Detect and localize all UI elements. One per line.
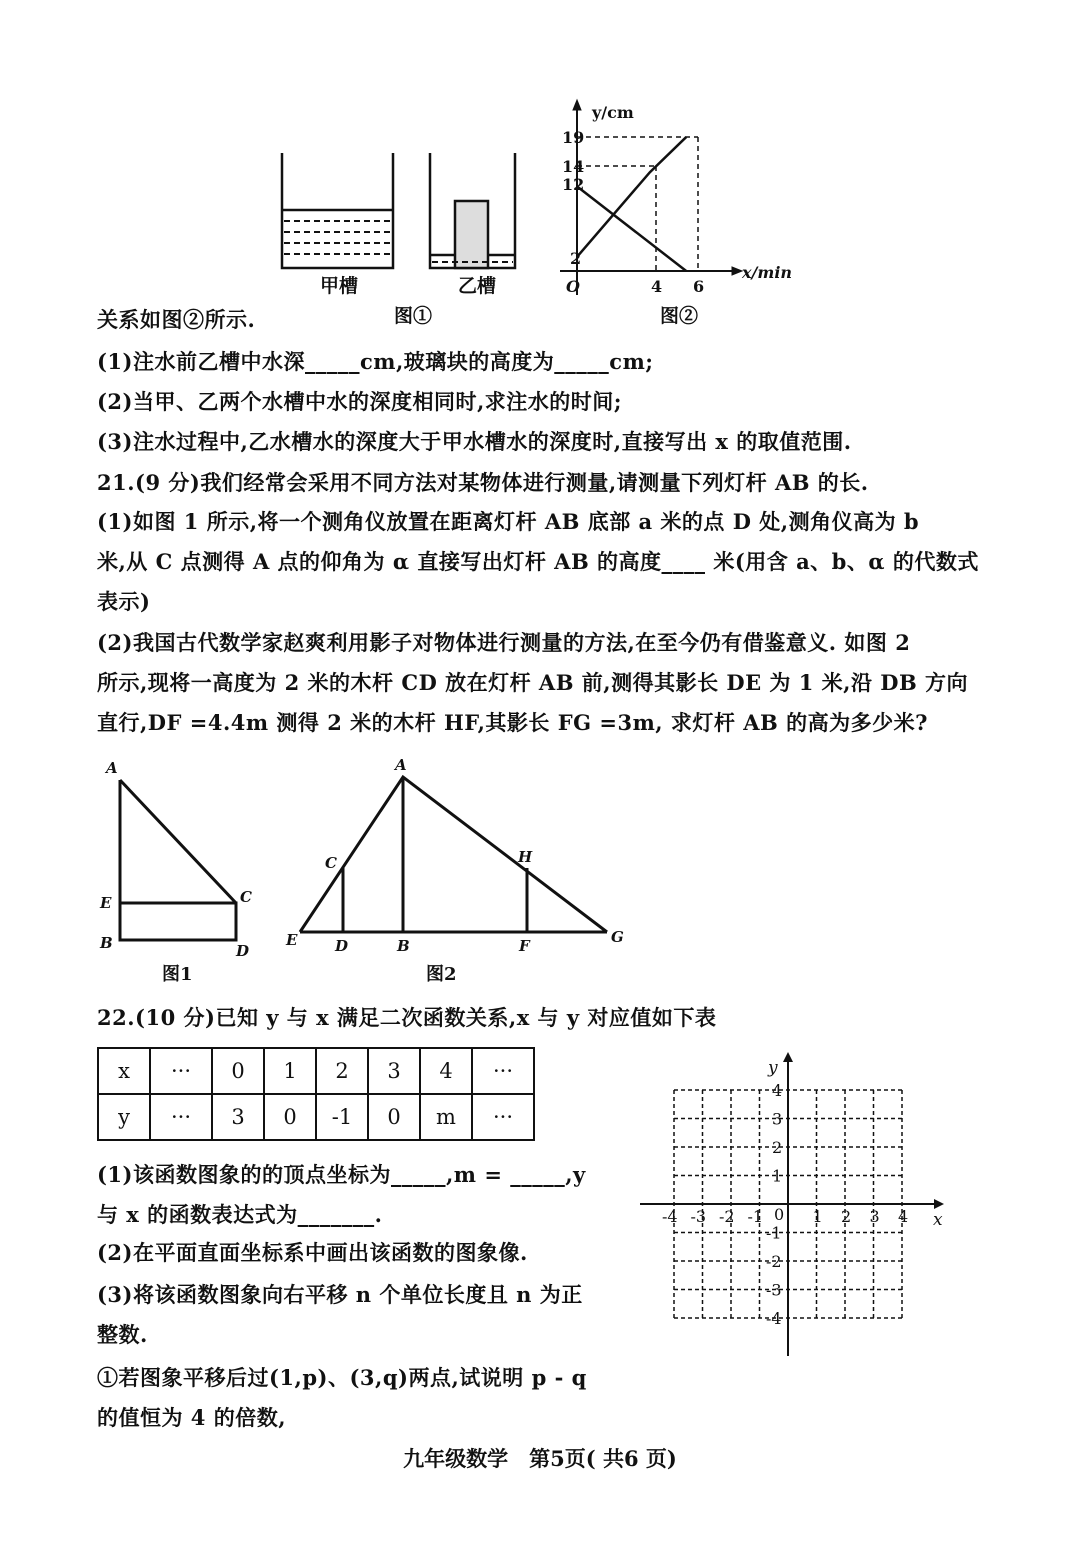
- table-cell: 2: [316, 1048, 368, 1094]
- question-22-line: ①若图象平移后过(1,p)、(3,q)两点,试说明 p - q: [97, 1365, 587, 1390]
- table-cell: 0: [264, 1094, 316, 1140]
- text-line: (2)我国古代数学家赵爽利用影子对物体进行测量的方法,在至今仍有借鉴意义. 如图 2: [97, 630, 911, 655]
- table-cell: 3: [368, 1048, 420, 1094]
- point-label: F: [519, 937, 530, 955]
- ytick-12: 12: [562, 175, 585, 194]
- ytick-2: 2: [570, 249, 582, 268]
- text-line: 所示,现将一高度为 2 米的木杆 CD 放在灯杆 AB 前,测得其影长 DE 为 1 米,沿 DB 方向: [97, 670, 969, 695]
- ytick-14: 14: [562, 157, 585, 176]
- question-22-line: 的值恒为 4 的倍数,: [97, 1405, 287, 1430]
- question-22-line: 整数.: [97, 1322, 148, 1347]
- table-cell: 0: [368, 1094, 420, 1140]
- xtick-4: 4: [651, 277, 663, 296]
- fig2-geo-caption: 图2: [426, 964, 457, 985]
- grid-ytick: -4: [766, 1309, 782, 1328]
- graph-ylabel: y/cm: [592, 103, 634, 122]
- text-line: (3)注水过程中,乙水槽水的深度大于甲水槽水的深度时,直接写出 x 的取值范围.: [97, 429, 852, 454]
- page-footer: 九年级数学 第5页( 共6 页): [403, 1446, 677, 1471]
- table-cell: ···: [472, 1048, 534, 1094]
- fig2-caption: 图②: [660, 305, 699, 327]
- text-line: 21.(9 分)我们经常会采用不同方法对某物体进行测量,请测量下列灯杆 AB 的长.: [97, 470, 869, 495]
- grid-xlabel: x: [933, 1210, 943, 1230]
- fig1-caption: 图①: [394, 305, 433, 327]
- coordinate-axes: [640, 1052, 944, 1356]
- question-22-line: 与 x 的函数表达式为_______.: [97, 1202, 383, 1227]
- table-cell: ···: [150, 1094, 212, 1140]
- grid-xtick: 4: [898, 1207, 909, 1226]
- point-label: D: [236, 942, 250, 960]
- x-axis-arrow-icon: [732, 267, 742, 275]
- tank-b-label: 乙槽: [458, 275, 497, 297]
- text-line: 米,从 C 点测得 A 点的仰角为 α 直接写出灯杆 AB 的高度____ 米(用含 a、b、α 的代数式: [97, 549, 979, 574]
- table-cell: m: [420, 1094, 472, 1140]
- value-table: [97, 1047, 535, 1141]
- point-label: H: [518, 848, 533, 866]
- graph-xlabel: x/min: [742, 263, 793, 282]
- line-graph: [560, 100, 742, 295]
- table-cell: 0: [212, 1048, 264, 1094]
- grid-xtick: 1: [812, 1207, 823, 1226]
- table-cell: 3: [212, 1094, 264, 1140]
- point-label: B: [397, 937, 410, 955]
- grid-xtick: -1: [747, 1207, 764, 1226]
- grid-ytick: 3: [772, 1109, 783, 1129]
- question-22-line: (1)该函数图象的的顶点坐标为_____,m = _____,y: [97, 1162, 586, 1187]
- series-tank-b-line: [577, 137, 686, 257]
- point-label: E: [286, 931, 298, 949]
- grid-origin: 0: [774, 1205, 785, 1224]
- table-cell: ···: [472, 1094, 534, 1140]
- grid-ylabel: y: [768, 1058, 778, 1078]
- question-22-line: (3)将该函数图象向右平移 n 个单位长度且 n 为正: [97, 1282, 583, 1307]
- grid-ytick: 4: [772, 1081, 783, 1100]
- table-cell: 1: [264, 1048, 316, 1094]
- point-label: G: [611, 928, 624, 946]
- fig1-geo-caption: 图1: [162, 964, 193, 985]
- point-label: A: [106, 759, 118, 777]
- text-line: (1)如图 1 所示,将一个测角仪放置在距离灯杆 AB 底部 a 米的点 D 处,测角仪高为 b: [97, 509, 920, 534]
- text-line: 直行,DF =4.4m 测得 2 米的木杆 HF,其影长 FG =3m, 求灯杆 AB 的高为多少米?: [97, 710, 928, 735]
- tank-a-label: 甲槽: [320, 275, 359, 297]
- table-row-x: [98, 1048, 534, 1094]
- series-tank-a-line: [577, 186, 686, 271]
- grid-ytick: 1: [772, 1166, 783, 1186]
- ytick-19: 19: [562, 128, 585, 147]
- question-22-line: (2)在平面直面坐标系中画出该函数的图象像.: [97, 1240, 528, 1265]
- text-line: (2)当甲、乙两个水槽中水的深度相同时,求注水的时间;: [97, 389, 623, 414]
- table-cell: -1: [316, 1094, 368, 1140]
- grid-xtick: -2: [719, 1207, 735, 1226]
- y-axis-arrow-icon: [573, 100, 581, 110]
- table-cell: ···: [150, 1048, 212, 1094]
- grid-xtick: -3: [690, 1207, 707, 1226]
- point-label: C: [325, 854, 337, 872]
- grid-ytick: -1: [766, 1223, 782, 1243]
- tank-b-figure: [430, 153, 515, 268]
- grid-xtick: -4: [662, 1207, 678, 1226]
- tank-a-figure: [282, 153, 393, 268]
- text-line: (1)注水前乙槽中水深_____cm,玻璃块的高度为_____cm;: [97, 349, 654, 374]
- grid-ytick: -3: [766, 1280, 782, 1300]
- table-cell: x: [98, 1048, 150, 1094]
- geometry-figure-2: [300, 777, 607, 932]
- question-22-title: 22.(10 分)已知 y 与 x 满足二次函数关系,x 与 y 对应值如下表: [97, 1005, 717, 1030]
- xtick-6: 6: [693, 277, 705, 296]
- point-label: A: [395, 756, 407, 774]
- point-label: C: [240, 888, 252, 906]
- grid-ytick: 2: [772, 1138, 783, 1157]
- grid-ytick: -2: [766, 1252, 782, 1271]
- text-line: 关系如图②所示.: [97, 307, 256, 332]
- table-row-y: [98, 1094, 534, 1140]
- table-cell: y: [98, 1094, 150, 1140]
- geometry-figure-1: [120, 780, 236, 940]
- point-label: D: [335, 937, 349, 955]
- table-cell: 4: [420, 1048, 472, 1094]
- graph-origin: O: [566, 277, 580, 296]
- point-label: B: [100, 934, 113, 952]
- text-line: 表示): [97, 589, 151, 614]
- grid-xtick: 3: [869, 1207, 880, 1226]
- grid-xtick: 2: [841, 1207, 852, 1226]
- point-label: E: [100, 894, 112, 912]
